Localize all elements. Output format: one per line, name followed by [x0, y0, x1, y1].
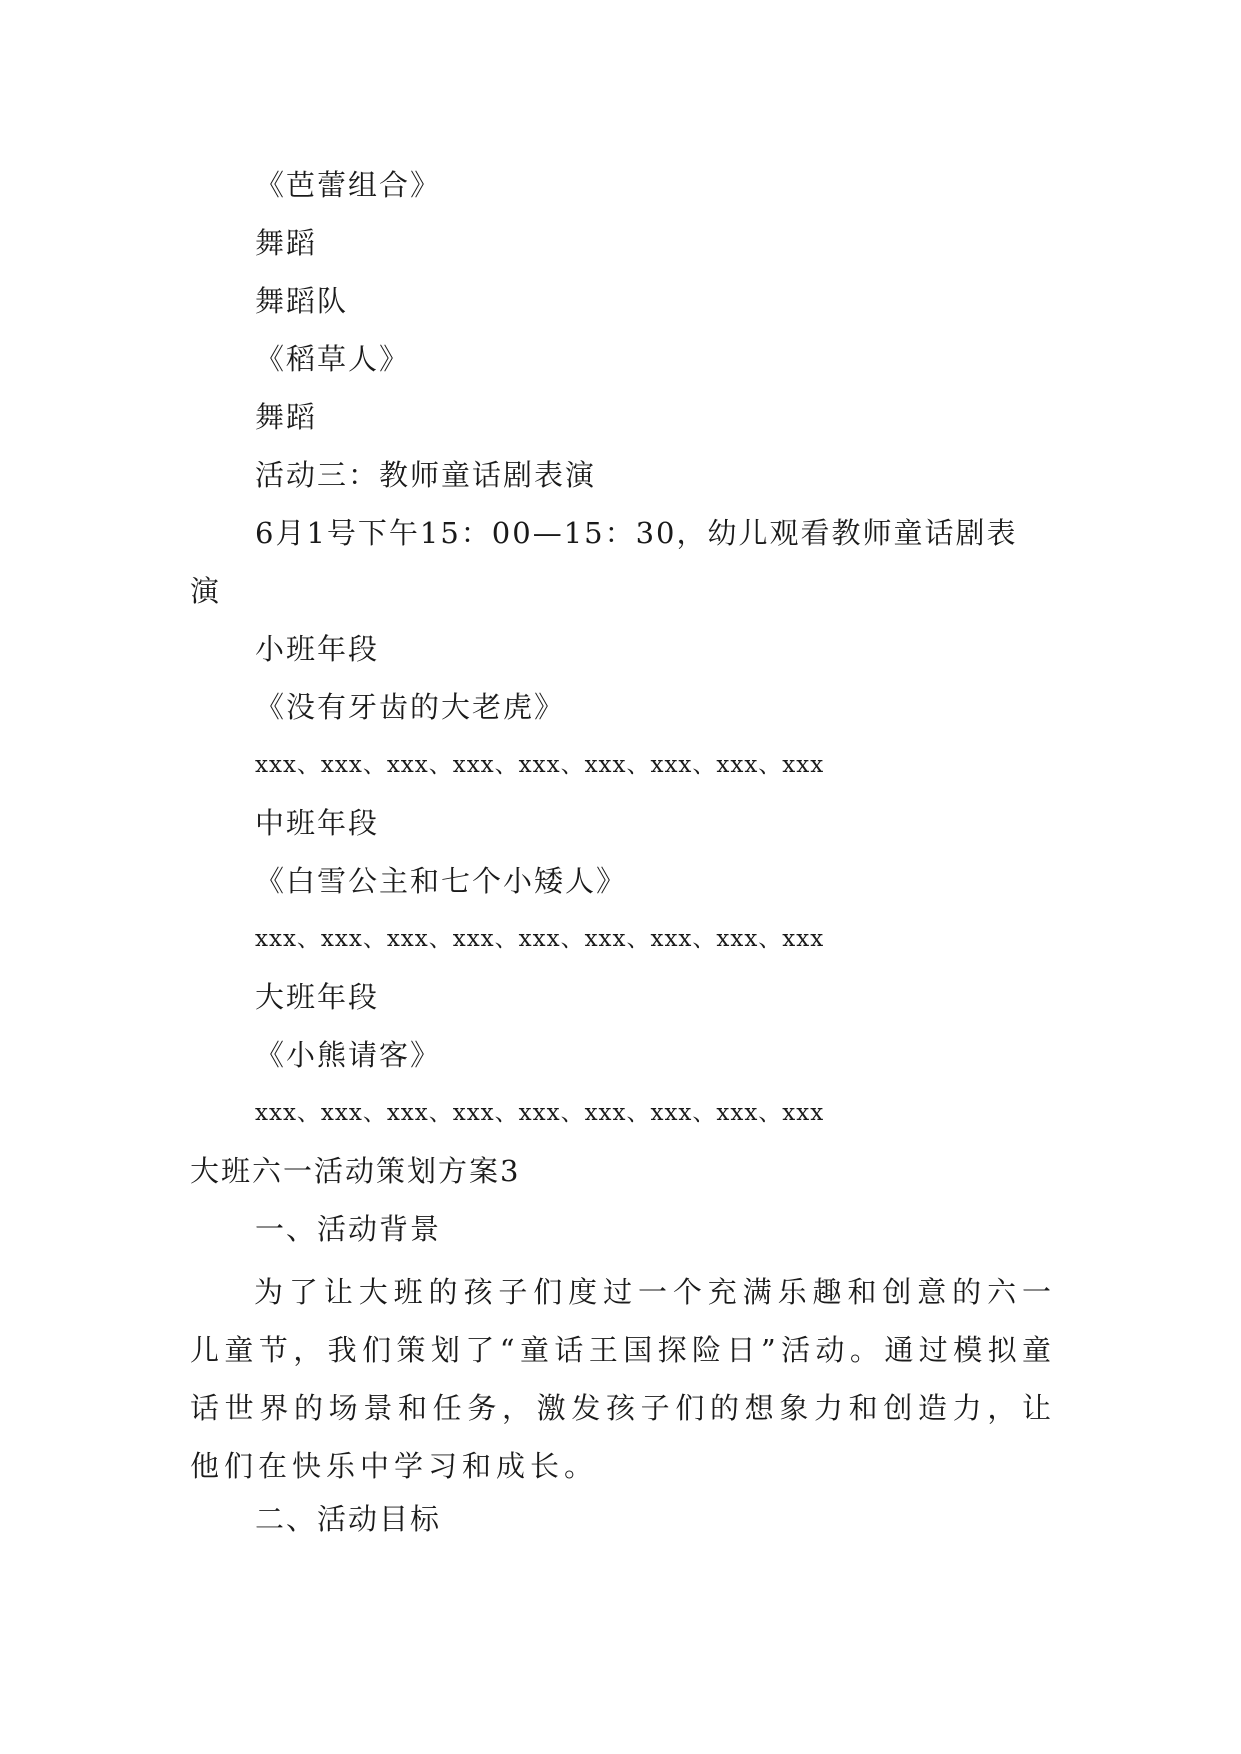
grade-large-class: 大班年段	[255, 980, 380, 1014]
play-title-little-bear: 《小熊请客》	[255, 1038, 442, 1072]
play-title-tiger: 《没有牙齿的大老虎》	[255, 690, 566, 724]
program-title-scarecrow: 《稻草人》	[255, 342, 411, 376]
performer-names: xxx、xxx、xxx、xxx、xxx、xxx、xxx、xxx、xxx	[255, 752, 825, 778]
grade-middle-class: 中班年段	[255, 806, 380, 840]
activity-time-line-cont: 演	[190, 574, 222, 608]
section-title-plan-3: 大班六一活动策划方案3	[190, 1154, 521, 1188]
performer-names: xxx、xxx、xxx、xxx、xxx、xxx、xxx、xxx、xxx	[255, 1100, 825, 1126]
grade-small-class: 小班年段	[255, 632, 380, 666]
activity-three-heading: 活动三：教师童话剧表演	[255, 458, 597, 492]
program-performer: 舞蹈队	[255, 284, 349, 318]
background-paragraph: 为了让大班的孩子们度过一个充满乐趣和创意的六一儿童节，我们策划了“童话王国探险日”活动。通过模拟童话世界的场景和任务，激发孩子们的想象力和创造力，让他们在快乐中学习和成长。	[190, 1275, 1056, 1483]
program-title-ballet: 《芭蕾组合》	[255, 168, 442, 202]
activity-time-line: 6月1号下午15：00—15：30，幼儿观看教师童话剧表	[255, 516, 1018, 550]
play-title-snow-white: 《白雪公主和七个小矮人》	[255, 864, 628, 898]
heading-background: 一、活动背景	[255, 1212, 442, 1246]
performer-names: xxx、xxx、xxx、xxx、xxx、xxx、xxx、xxx、xxx	[255, 926, 825, 952]
program-type: 舞蹈	[255, 226, 318, 260]
program-type: 舞蹈	[255, 400, 318, 434]
heading-goals: 二、活动目标	[255, 1502, 442, 1536]
